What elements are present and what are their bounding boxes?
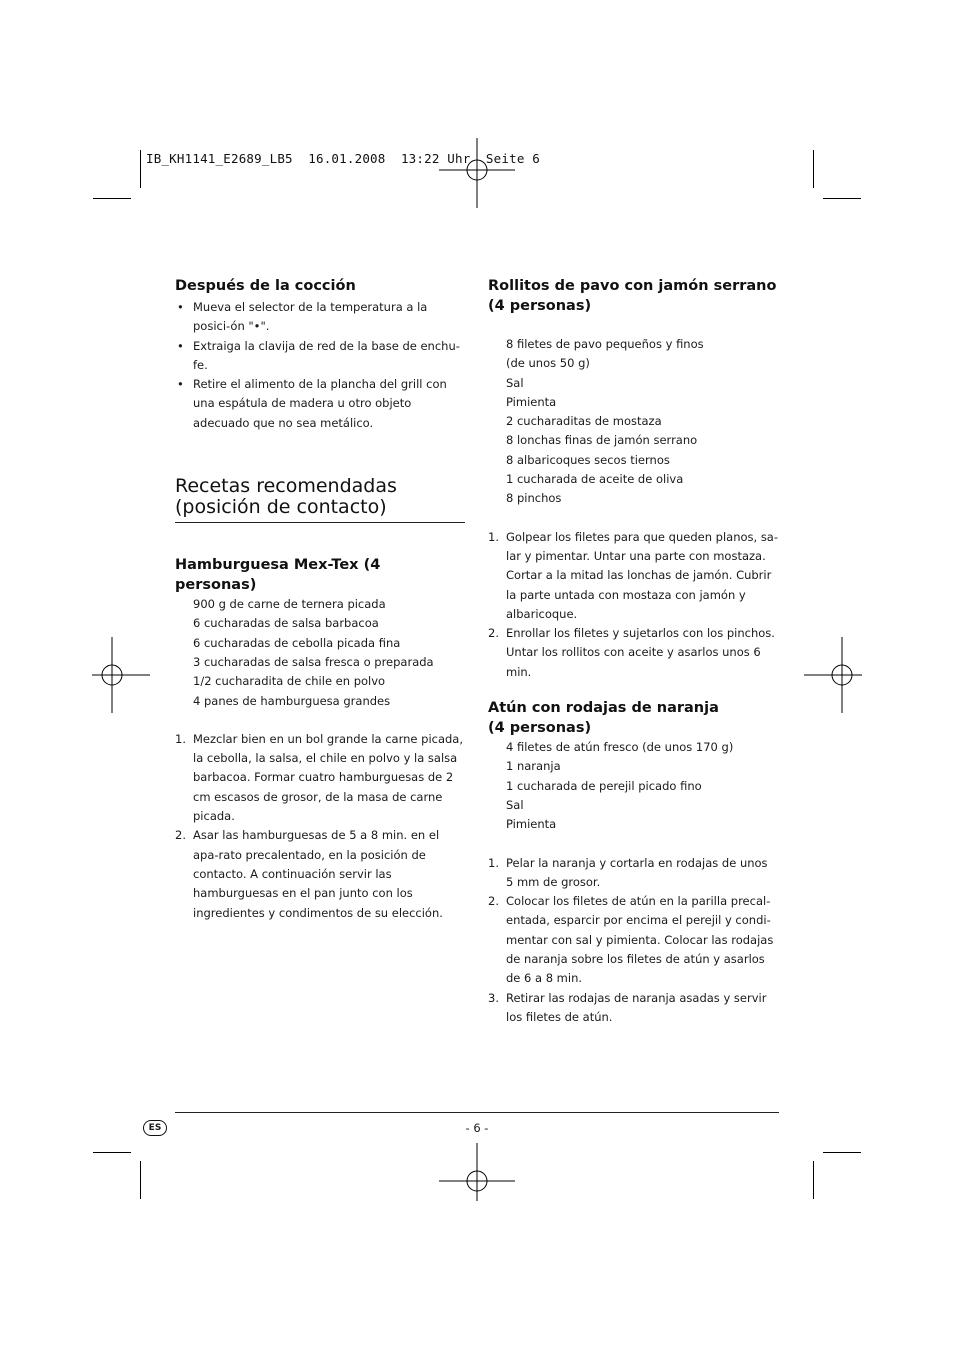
ingredient: 900 g de carne de ternera picada bbox=[193, 597, 386, 612]
turkey-recipe-heading-line1: Rollitos de pavo con jamón serrano bbox=[488, 278, 777, 294]
crop-mark-bottom-right-vertical bbox=[813, 1161, 814, 1199]
burger-steps bbox=[175, 730, 465, 923]
ingredient: 4 filetes de atún fresco (de unos 170 g) bbox=[506, 740, 734, 755]
ingredient: Sal bbox=[506, 375, 524, 390]
right-column bbox=[488, 276, 778, 1027]
turkey-recipe-heading-line2: (4 personas) bbox=[488, 298, 592, 314]
after-cooking-list bbox=[175, 298, 465, 433]
after-cooking-heading: Después de la cocción bbox=[175, 278, 356, 294]
step bbox=[488, 528, 778, 624]
language-badge: ES bbox=[143, 1120, 167, 1136]
crop-mark-bottom-left-horizontal bbox=[93, 1152, 131, 1153]
ingredient: 1 cucharada de aceite de oliva bbox=[506, 472, 684, 487]
ingredient: Pimienta bbox=[506, 817, 557, 832]
page-number: - 6 - bbox=[465, 1121, 489, 1135]
step bbox=[175, 730, 465, 826]
tuna-recipe-heading-line2: (4 personas) bbox=[488, 720, 592, 737]
step-number: 2. bbox=[175, 828, 186, 843]
step-text: Golpear los filetes para que queden planos, sa-lar y pimentar. Untar una parte con mostaza. Cortar a la mitad las lonchas de jamón. Cubrir la parte untada con mostaza con jamón y albaricoque. bbox=[506, 529, 779, 621]
crop-mark-top-left-horizontal bbox=[93, 198, 131, 199]
burger-recipe-heading: Hamburguesa Mex-Tex (4 personas) bbox=[175, 557, 381, 594]
step-number: 1. bbox=[488, 529, 499, 544]
ingredient: 1 naranja bbox=[506, 759, 561, 774]
tuna-recipe-heading-line1: Atún con rodajas de naranja bbox=[488, 700, 719, 717]
ingredient: 3 cucharadas de salsa fresca o preparada bbox=[193, 654, 434, 669]
section-title-line2: (posición de contacto) bbox=[175, 496, 387, 519]
registration-mark-right bbox=[802, 635, 882, 715]
list-item: • Retire el alimento de la plancha del grill con una espátula de madera u otro objeto adecuado que no sea metálico. bbox=[175, 375, 465, 433]
crop-mark-bottom-left-vertical bbox=[140, 1161, 141, 1199]
ingredient: Sal bbox=[506, 797, 524, 812]
step-number: 2. bbox=[488, 894, 499, 909]
section-title-rule bbox=[175, 522, 465, 523]
ingredient: 8 albaricoques secos tiernos bbox=[506, 452, 670, 467]
list-item: • Extraiga la clavija de red de la base de enchu-fe. bbox=[175, 337, 465, 376]
section-title bbox=[175, 476, 465, 518]
registration-mark-bottom bbox=[437, 1141, 517, 1221]
step-text: Pelar la naranja y cortarla en rodajas de unos 5 mm de grosor. bbox=[506, 855, 768, 889]
ingredient: 8 pinchos bbox=[506, 491, 562, 506]
step-number: 2. bbox=[488, 626, 499, 641]
registration-mark-top bbox=[437, 130, 517, 210]
step-text: Asar las hamburguesas de 5 a 8 min. en el apa-rato precalentado, en la posición de contacto. A continuación servir las hamburguesas en el pan junto con los ingredientes y condimentos de su elección. bbox=[193, 828, 443, 920]
ingredient: (de unos 50 g) bbox=[506, 356, 590, 371]
step bbox=[488, 989, 778, 1028]
ingredient: 1 cucharada de perejil picado fino bbox=[506, 778, 702, 793]
crop-mark-top-right-horizontal bbox=[823, 198, 861, 199]
crop-mark-top-right-vertical bbox=[813, 150, 814, 188]
print-slug: IB_KH1141_E2689_LB5 16.01.2008 13:22 Uhr Seite 6 bbox=[146, 151, 541, 166]
step bbox=[488, 854, 778, 893]
ingredient: 4 panes de hamburguesa grandes bbox=[193, 693, 391, 708]
turkey-ingredients bbox=[488, 335, 778, 509]
step-number: 1. bbox=[488, 855, 499, 870]
ingredient: 1/2 cucharadita de chile en polvo bbox=[193, 674, 386, 689]
step-number: 1. bbox=[175, 731, 186, 746]
step bbox=[175, 826, 465, 922]
ingredient: 8 lonchas finas de jamón serrano bbox=[506, 433, 698, 448]
ingredient: Pimienta bbox=[506, 394, 557, 409]
turkey-steps bbox=[488, 528, 778, 682]
ingredient: 2 cucharaditas de mostaza bbox=[506, 414, 662, 429]
step-text: Colocar los filetes de atún en la parilla precal-entada, esparcir por encima el perejil y condi-mentar con sal y pimienta. Colocar las rodajas de naranja sobre los filetes de atún y asarlos de 6 a 8 min. bbox=[506, 894, 774, 986]
step bbox=[488, 892, 778, 988]
registration-mark-left bbox=[72, 635, 152, 715]
section-title-line1: Recetas recomendadas bbox=[175, 475, 397, 498]
step-text: Mezclar bien en un bol grande la carne picada, la cebolla, la salsa, el chile en polvo y la salsa barbacoa. Formar cuatro hamburguesas de 2 cm escasos de grosor, de la masa de carne picada. bbox=[193, 731, 464, 824]
step-number: 3. bbox=[488, 990, 499, 1005]
crop-mark-bottom-right-horizontal bbox=[823, 1152, 861, 1153]
step bbox=[488, 624, 778, 682]
footer-rule bbox=[175, 1112, 779, 1113]
step-text: Enrollar los filetes y sujetarlos con los pinchos. Untar los rollitos con aceite y asarlos unos 6 min. bbox=[506, 626, 775, 679]
crop-mark-top-left-vertical bbox=[140, 150, 141, 188]
ingredient: 6 cucharadas de salsa barbacoa bbox=[193, 616, 379, 631]
left-column bbox=[175, 276, 465, 923]
list-item: • Mueva el selector de la temperatura a la posici-ón "•". bbox=[175, 298, 465, 337]
ingredient: 6 cucharadas de cebolla picada fina bbox=[193, 635, 401, 650]
burger-ingredients bbox=[175, 595, 465, 711]
tuna-ingredients bbox=[488, 738, 778, 834]
step-text: Retirar las rodajas de naranja asadas y servir los filetes de atún. bbox=[506, 990, 767, 1024]
ingredient: 8 filetes de pavo pequeños y finos bbox=[506, 337, 704, 351]
tuna-steps bbox=[488, 854, 778, 1028]
